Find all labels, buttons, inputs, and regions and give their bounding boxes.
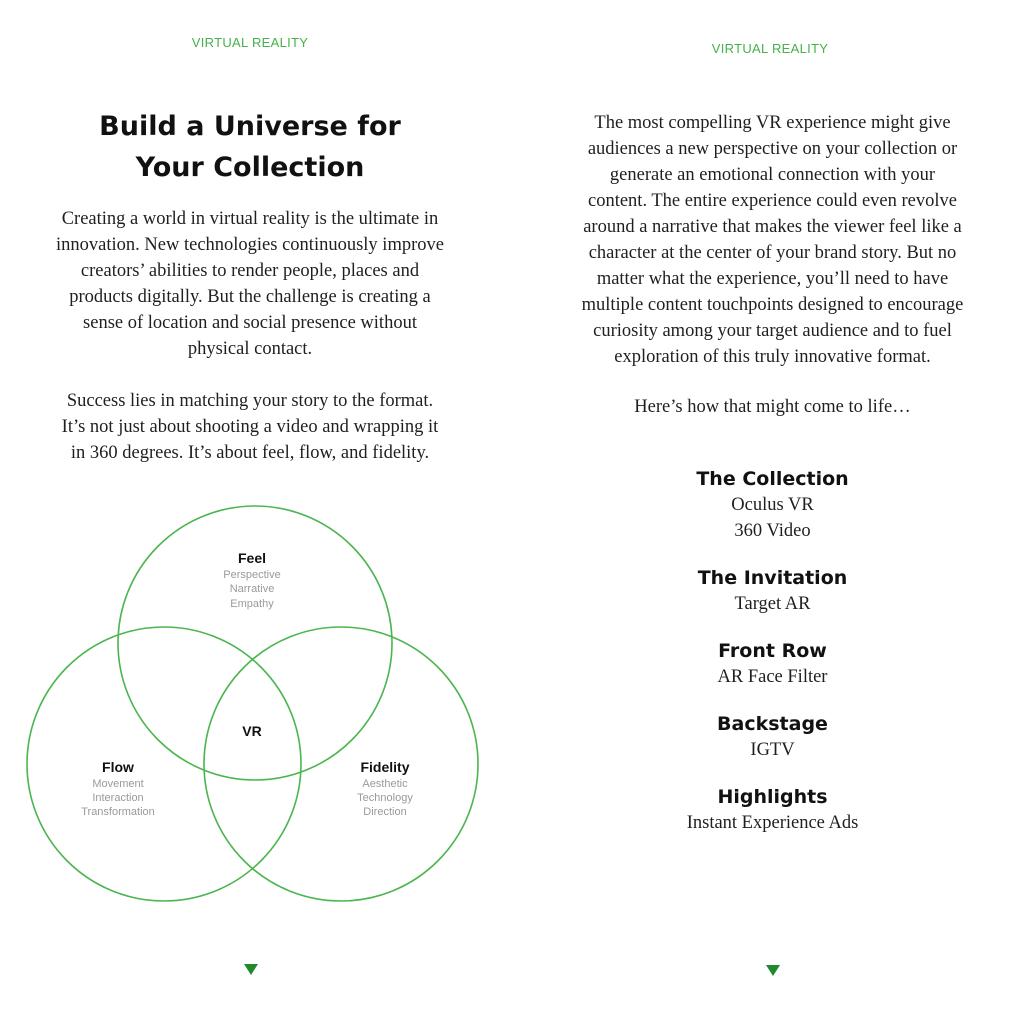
text-line: innovation. New technologies continuously improve bbox=[56, 235, 444, 255]
venn-circle-fidelity bbox=[204, 627, 478, 901]
list-item bbox=[520, 638, 1024, 690]
item-title: The Invitation bbox=[697, 567, 848, 589]
list-item bbox=[520, 784, 1024, 836]
venn-diagram bbox=[0, 490, 500, 910]
text-line: around a narrative that makes the viewer feel like a bbox=[583, 217, 962, 237]
fidelity-title: Fidelity bbox=[360, 759, 410, 775]
text-line: products digitally. But the challenge is creating a bbox=[69, 287, 431, 307]
item-title: Highlights bbox=[717, 786, 828, 808]
feel-item: Perspective bbox=[223, 569, 281, 581]
right-page bbox=[520, 0, 1020, 1024]
intro-to-list: Here’s how that might come to life… bbox=[634, 397, 911, 417]
text-line: The most compelling VR experience might give bbox=[594, 113, 951, 133]
triangle-down-icon[interactable] bbox=[244, 964, 258, 975]
feel-item: Empathy bbox=[230, 598, 274, 610]
text-line: in 360 degrees. It’s about feel, flow, and fidelity. bbox=[70, 443, 430, 463]
text-line: physical contact. bbox=[187, 339, 313, 359]
text-line: character at the center of your brand story. But no bbox=[588, 243, 957, 263]
item-title: Backstage bbox=[717, 713, 828, 735]
item-title: Front Row bbox=[718, 640, 827, 662]
section-tag: VIRTUAL REALITY bbox=[191, 35, 309, 50]
text-line: generate an emotional connection with your bbox=[609, 165, 936, 185]
page-title bbox=[0, 106, 500, 188]
fidelity-item: Aesthetic bbox=[362, 778, 408, 790]
page-title-line-1: Build a Universe for bbox=[99, 111, 401, 142]
text-line: matter what the experience, you’ll need to have bbox=[596, 269, 949, 289]
text-line: It’s not just about shooting a video and wrapping it bbox=[61, 417, 439, 437]
left-page bbox=[0, 0, 500, 1024]
list-item bbox=[520, 466, 1024, 544]
item-detail: IGTV bbox=[750, 740, 795, 760]
text-line: sense of location and social presence without bbox=[83, 313, 417, 333]
text-line: multiple content touchpoints designed to encourage bbox=[581, 295, 964, 315]
feel-item: Narrative bbox=[229, 583, 275, 595]
text-line: Success lies in matching your story to the format. bbox=[66, 391, 434, 411]
success-paragraph bbox=[0, 388, 500, 466]
triangle-down-icon[interactable] bbox=[766, 965, 780, 976]
fidelity-item: Technology bbox=[357, 792, 413, 804]
item-title: The Collection bbox=[696, 468, 849, 490]
feel-title: Feel bbox=[237, 550, 267, 566]
item-detail: Instant Experience Ads bbox=[686, 813, 859, 833]
item-detail: 360 Video bbox=[734, 521, 811, 541]
text-line: audiences a new perspective on your collection or bbox=[587, 139, 958, 159]
text-line: Creating a world in virtual reality is the ultimate in bbox=[61, 209, 439, 229]
text-line: creators’ abilities to render people, places and bbox=[80, 261, 420, 281]
fidelity-item: Direction bbox=[363, 806, 407, 818]
intro-paragraph bbox=[0, 206, 500, 362]
item-detail: Oculus VR bbox=[731, 495, 814, 515]
flow-item: Movement bbox=[92, 778, 144, 790]
item-detail: AR Face Filter bbox=[717, 667, 828, 687]
venn-center-label: VR bbox=[242, 723, 262, 739]
experience-paragraph bbox=[520, 110, 1024, 370]
list-item bbox=[520, 565, 1024, 617]
text-line: content. The entire experience could even revolve bbox=[588, 191, 957, 211]
flow-item: Interaction bbox=[92, 792, 144, 804]
text-line: exploration of this truly innovative format. bbox=[614, 347, 931, 367]
text-line: curiosity among your target audience and to fuel bbox=[593, 321, 952, 341]
list-item bbox=[520, 711, 1024, 763]
touchpoint-list bbox=[520, 466, 1024, 857]
flow-title: Flow bbox=[102, 759, 134, 775]
page-title-line-2: Your Collection bbox=[135, 152, 365, 183]
section-tag: VIRTUAL REALITY bbox=[711, 41, 829, 56]
item-detail: Target AR bbox=[734, 594, 811, 614]
venn-circle-flow bbox=[27, 627, 301, 901]
flow-item: Transformation bbox=[81, 806, 155, 818]
